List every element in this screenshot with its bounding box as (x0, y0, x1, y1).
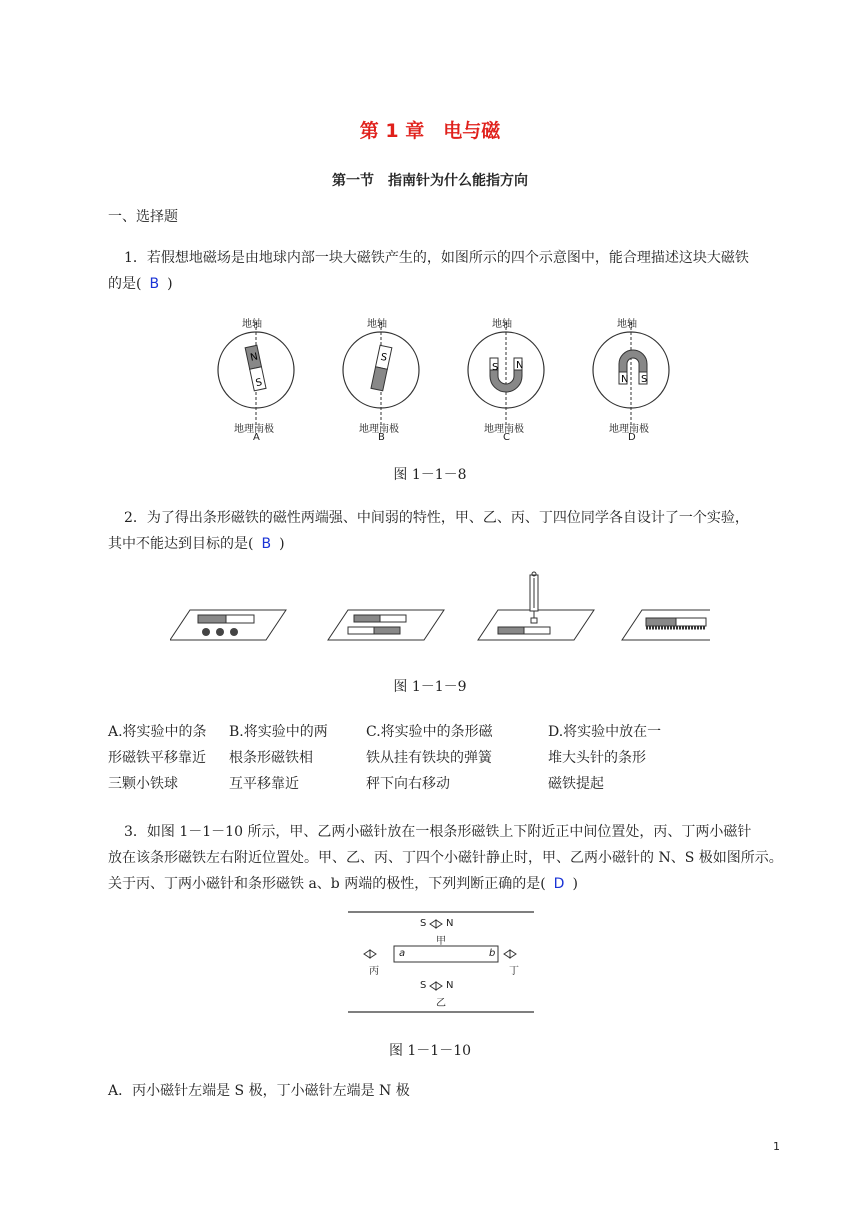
q1-figure-d (593, 322, 669, 428)
q1-pole-label-a: 地理南极 (234, 424, 274, 435)
q1-d-s-letter: S (641, 374, 648, 385)
q1-text-line1: 1．若假想地磁场是由地球内部一块大磁铁产生的，如图所示的四个示意图中，能合理描述这块大磁铁 (124, 250, 749, 266)
q2-option-c-line1: C.将实验中的条形磁 (366, 724, 493, 740)
q2-option-d-line1: D.将实验中放在一 (548, 724, 662, 740)
q3-yi-needle-s (430, 982, 436, 990)
q2-figure-caption: 图 1－1－9 (393, 679, 467, 695)
q1-option-letter-a: A (253, 432, 260, 443)
q3-jia-s: S (420, 918, 427, 929)
q1-b-s-letter: S (379, 351, 389, 364)
q1-axis-label-c: 地轴 (492, 319, 512, 330)
q3-ding-needle-right (510, 950, 516, 958)
q2-option-d-line2: 堆大头针的条形 (548, 750, 646, 766)
q3-figure-caption: 图 1－1－10 (388, 1043, 472, 1059)
q3-jia-needle-s (430, 920, 436, 928)
q1-paren-close: ) (167, 276, 173, 292)
q3-jia-n: N (446, 918, 454, 929)
q2-answer: B (261, 536, 272, 552)
q3-jia-needle-n (436, 920, 442, 928)
q3-ding-needle-left (504, 950, 510, 958)
q3-ding-label: 丁 (509, 966, 519, 977)
q2-option-c-line3: 秤下向右移动 (366, 776, 450, 792)
q1-figure-a (218, 322, 294, 428)
q3-answer: D (553, 876, 565, 892)
q1-option-letter-d: D (628, 432, 636, 443)
q3-text-line1: 3．如图 1－1－10 所示，甲、乙两小磁针放在一根条形磁铁上下附近正中间位置处，丙、丁两小磁针 (124, 824, 752, 840)
q3-bing-label: 丙 (369, 966, 379, 977)
q1-axis-label-b: 地轴 (367, 319, 387, 330)
q3-paren-close: ) (572, 876, 578, 892)
q2-figure-b (328, 610, 444, 640)
q2-figure-a (170, 610, 286, 640)
q1-stem-end: 的是( (108, 276, 142, 292)
q1-axis-label-d: 地轴 (617, 319, 637, 330)
q2-option-b-line3: 互平移靠近 (229, 776, 299, 792)
q3-end-b: b (489, 948, 496, 959)
chapter-title: 第 1 章 电与磁 (359, 120, 501, 142)
q2-text-line1: 2．为了得出条形磁铁的磁性两端强、中间弱的特性，甲、乙、丙、丁四位同学各自设计了一个实验， (124, 510, 749, 526)
q1-a-s-letter: S (254, 377, 264, 390)
q2-option-b-line2: 根条形磁铁相 (229, 750, 313, 766)
q2-option-d-line3: 磁铁提起 (548, 776, 604, 792)
q2-stem-end: 其中不能达到目标的是( (108, 536, 254, 552)
q3-yi-s: S (420, 980, 427, 991)
page-number: 1 (773, 1140, 780, 1153)
q1-pole-label-d: 地理南极 (609, 424, 649, 435)
q2-option-b (229, 719, 341, 797)
q3-bing-needle-left (364, 950, 370, 958)
q2-option-c (366, 719, 516, 797)
q3-end-a: a (399, 948, 406, 959)
q3-bar-magnet (394, 946, 498, 962)
q2-figure-c (478, 572, 594, 640)
q3-stem-end: 关于丙、丁两小磁针和条形磁铁 a、b 两端的极性，下列判断正确的是( (108, 876, 546, 892)
q3-yi-label: 乙 (436, 998, 446, 1009)
q1-d-n-letter: N (621, 374, 629, 385)
q1-option-letter-c: C (503, 432, 510, 443)
q3-text-line2: 放在该条形磁铁左右附近位置处。甲、乙、丙、丁四个小磁针静止时，甲、乙两小磁针的 N、S 极如图所示。 (108, 850, 783, 866)
q3-option-a: A．丙小磁针左端是 S 极，丁小磁针左端是 N 极 (108, 1083, 410, 1099)
q1-text-line2 (108, 271, 173, 297)
q1-answer: B (149, 276, 160, 292)
q1-pole-label-c: 地理南极 (484, 424, 524, 435)
q2-option-d (548, 719, 678, 797)
q3-text-line3 (108, 871, 578, 897)
q3-yi-n: N (446, 980, 454, 991)
q1-a-n-letter: N (249, 351, 259, 364)
q2-figure (170, 570, 710, 650)
q2-paren-close: ) (279, 536, 285, 552)
q3-jia-label: 甲 (436, 936, 446, 947)
q2-figure-d (622, 610, 710, 640)
q1-axis-label-a: 地轴 (242, 319, 262, 330)
q1-figure-c (468, 322, 544, 428)
q2-option-a (108, 719, 220, 797)
q3-bing-needle-right (370, 950, 376, 958)
part-title: 一、选择题 (108, 209, 178, 225)
q2-option-a-line1: A.将实验中的条 (108, 724, 207, 740)
q2-text-line2 (108, 531, 285, 557)
q1-pole-label-b: 地理南极 (359, 424, 399, 435)
q2-option-a-line3: 三颗小铁球 (108, 776, 178, 792)
section-title: 第一节 指南针为什么能指方向 (332, 173, 528, 189)
q3-yi-needle-n (436, 982, 442, 990)
q2-option-c-line2: 铁从挂有铁块的弹簧 (366, 750, 492, 766)
q1-figure-caption: 图 1－1－8 (393, 467, 467, 483)
q1-c-n-letter: N (516, 360, 524, 371)
q2-option-a-line2: 形磁铁平移靠近 (108, 750, 206, 766)
q1-option-letter-b: B (378, 432, 385, 443)
q1-c-s-letter: S (492, 362, 499, 373)
q2-option-b-line1: B.将实验中的两 (229, 724, 328, 740)
q1-figure-b (343, 322, 419, 428)
